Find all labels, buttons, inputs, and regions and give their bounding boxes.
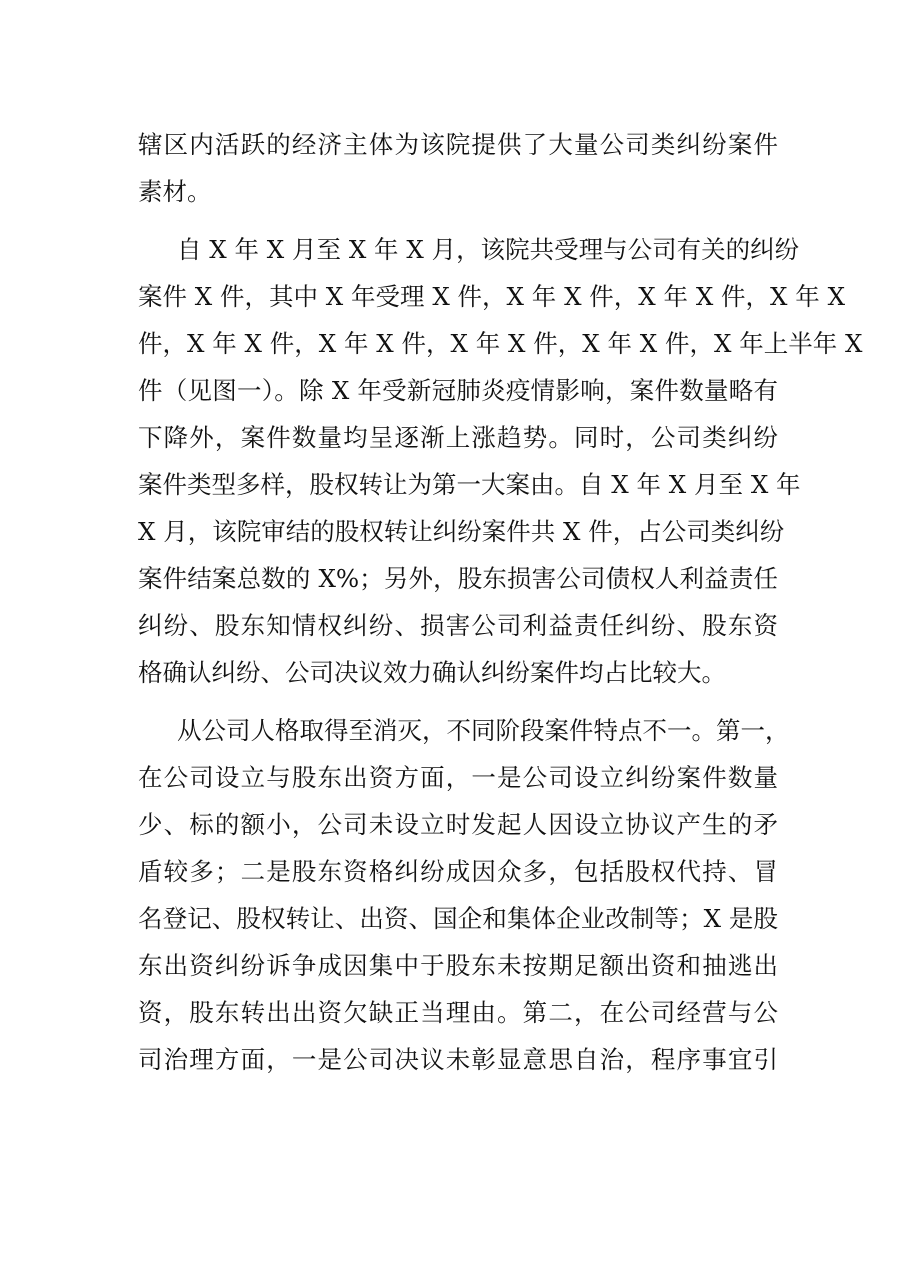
text-line: 纠纷、股东知情权纠纷、损害公司利益责任纠纷、股东资 — [138, 611, 778, 640]
text-line: 件（见图一）。除 X 年受新冠肺炎疫情影响，案件数量略有 — [138, 376, 778, 405]
text-line: 少、标的额小，公司未设立时发起人因设立协议产生的矛 — [138, 810, 778, 839]
text-line: 资，股东转出出资欠缺正当理由。第二，在公司经营与公 — [138, 998, 778, 1027]
text-line: 从公司人格取得至消灭，不同阶段案件特点不一。第一， — [177, 716, 790, 745]
paragraph-3 — [138, 707, 790, 1083]
text-line: 案件结案总数的 X%；另外，股东损害公司债权人利益责任 — [138, 564, 778, 593]
text-line: 自 X 年 X 月至 X 年 X 月，该院共受理与公司有关的纠纷 — [177, 235, 800, 264]
text-line: 司治理方面，一是公司决议未彰显意思自治，程序事宜引 — [138, 1045, 778, 1074]
text-line: 下降外，案件数量均呈逐渐上涨趋势。同时，公司类纠纷 — [138, 423, 778, 452]
text-line: 在公司设立与股东出资方面，一是公司设立纠纷案件数量 — [138, 763, 778, 792]
text-line: 素材。 — [138, 177, 212, 206]
text-line: 案件 X 件，其中 X 年受理 X 件，X 年 X 件，X 年 X 件，X 年 X — [138, 282, 846, 311]
paragraph-2 — [138, 226, 863, 696]
text-line: 案件类型多样，股权转让为第一大案由。自 X 年 X 月至 X 年 — [138, 470, 801, 499]
text-line: 盾较多；二是股东资格纠纷成因众多，包括股权代持、冒 — [138, 857, 778, 886]
text-line: X 月，该院审结的股权转让纠纷案件共 X 件，占公司类纠纷 — [138, 517, 785, 546]
text-line: 东出资纠纷诉争成因集中于股东未按期足额出资和抽逃出 — [138, 951, 778, 980]
document-body — [138, 121, 863, 1083]
text-line: 件，X 年 X 件，X 年 X 件，X 年 X 件，X 年 X 件，X 年上半年 X — [138, 329, 863, 358]
paragraph-1 — [138, 121, 778, 215]
text-line: 名登记、股权转让、出资、国企和集体企业改制等；X 是股 — [138, 904, 778, 933]
text-line: 格确认纠纷、公司决议效力确认纠纷案件均占比较大。 — [138, 658, 726, 687]
text-line: 辖区内活跃的经济主体为该院提供了大量公司类纠纷案件 — [138, 130, 778, 159]
